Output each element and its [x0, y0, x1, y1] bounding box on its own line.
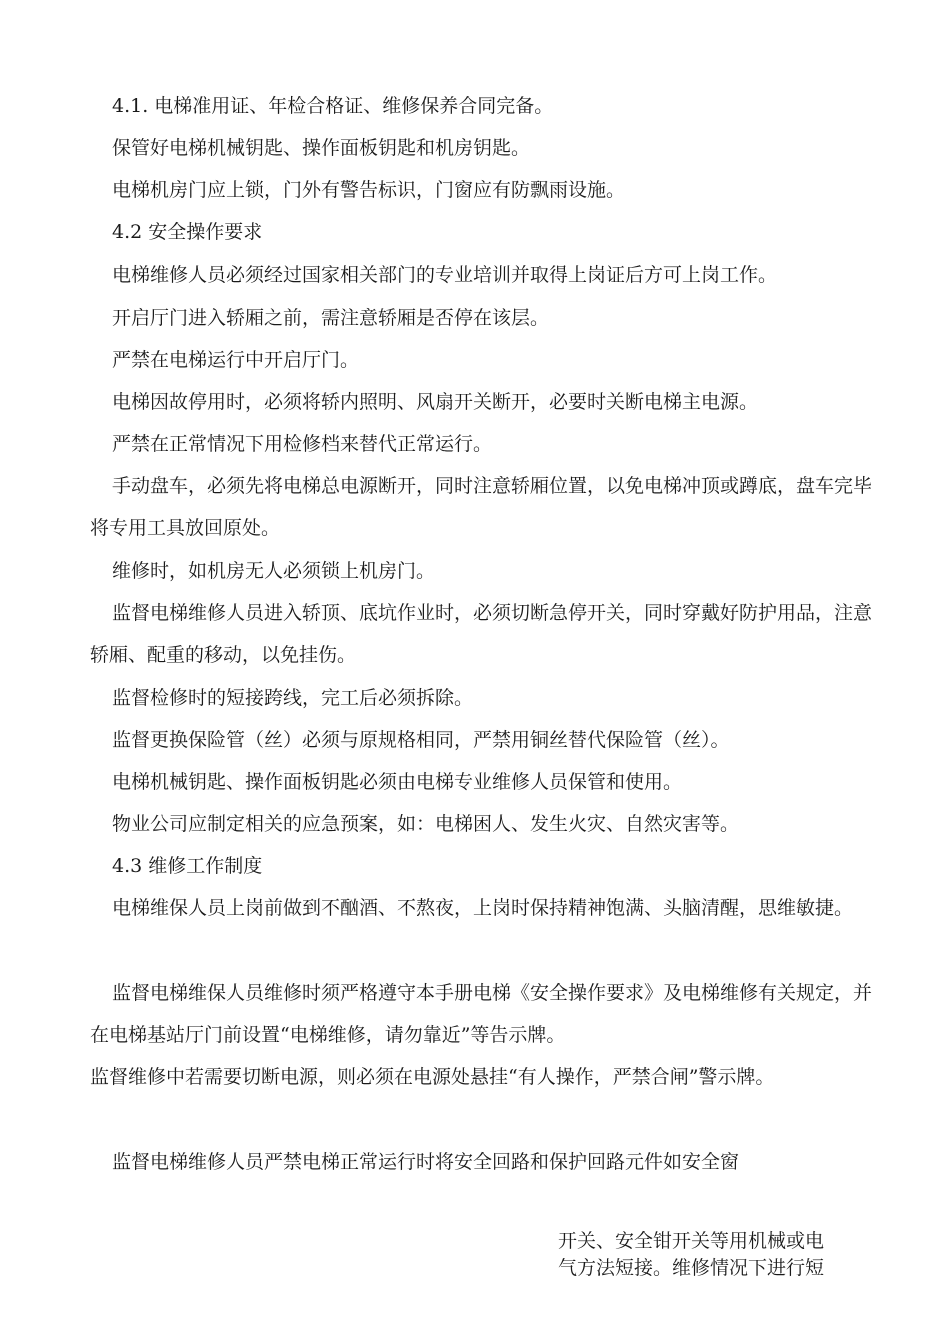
paragraph: 监督电梯维修人员进入轿顶、底坑作业时，必须切断急停开关，同时穿戴好防护用品，注意轿厢、配重的移动，以免挂伤。	[90, 602, 873, 666]
continuation-text	[558, 1228, 858, 1282]
paragraph: 电梯因故停用时，必须将轿内照明、风扇开关断开，必要时关断电梯主电源。	[112, 391, 759, 413]
paragraph: 物业公司应制定相关的应急预案，如：电梯困人、发生火灾、自然灾害等。	[112, 813, 740, 835]
paragraph: 电梯机械钥匙、操作面板钥匙必须由电梯专业维修人员保管和使用。	[112, 771, 683, 793]
paragraph: 监督检修时的短接跨线，完工后必须拆除。	[112, 687, 474, 709]
section-heading-4-2: 4.2 安全操作要求	[112, 221, 263, 243]
section-4-1-paragraph: 4.1. 电梯准用证、年检合格证、维修保养合同完备。	[112, 95, 554, 117]
paragraph: 监督更换保险管（丝）必须与原规格相同，严禁用铜丝替代保险管（丝）。	[112, 729, 730, 751]
paragraph: 保管好电梯机械钥匙、操作面板钥匙和机房钥匙。	[112, 137, 531, 159]
paragraph: 开启厅门进入轿厢之前，需注意轿厢是否停在该层。	[112, 307, 550, 329]
section-heading-4-3: 4.3 维修工作制度	[112, 855, 263, 877]
paragraph: 监督电梯维保人员维修时须严格遵守本手册电梯《安全操作要求》及电梯维修有关规定，并在电梯基站厅门前设置“电梯维修，请勿靠近”等告示牌。	[90, 982, 873, 1046]
paragraph: 严禁在电梯运行中开启厅门。	[112, 349, 360, 371]
paragraph: 电梯维保人员上岗前做到不酗酒、不熬夜，上岗时保持精神饱满、头脑清醒，思维敏捷。	[112, 897, 854, 919]
paragraph: 维修时，如机房无人必须锁上机房门。	[112, 560, 436, 582]
paragraph: 监督电梯维修人员严禁电梯正常运行时将安全回路和保护回路元件如安全窗	[112, 1151, 740, 1173]
paragraph: 监督维修中若需要切断电源，则必须在电源处悬挂“有人操作，严禁合闸”警示牌。	[90, 1066, 775, 1088]
paragraph: 电梯维修人员必须经过国家相关部门的专业培训并取得上岗证后方可上岗工作。	[112, 264, 778, 286]
paragraph: 严禁在正常情况下用检修档来替代正常运行。	[112, 433, 493, 455]
paragraph: 电梯机房门应上锁，门外有警告标识，门窗应有防飘雨设施。	[112, 179, 626, 201]
paragraph: 手动盘车，必须先将电梯总电源断开，同时注意轿厢位置，以免电梯冲顶或蹲底，盘车完毕将专用工具放回原处。	[90, 475, 873, 539]
continuation-line: 气方法短接。维修情况下进行短	[558, 1257, 825, 1279]
continuation-line: 开关、安全钳开关等用机械或电	[558, 1230, 825, 1252]
